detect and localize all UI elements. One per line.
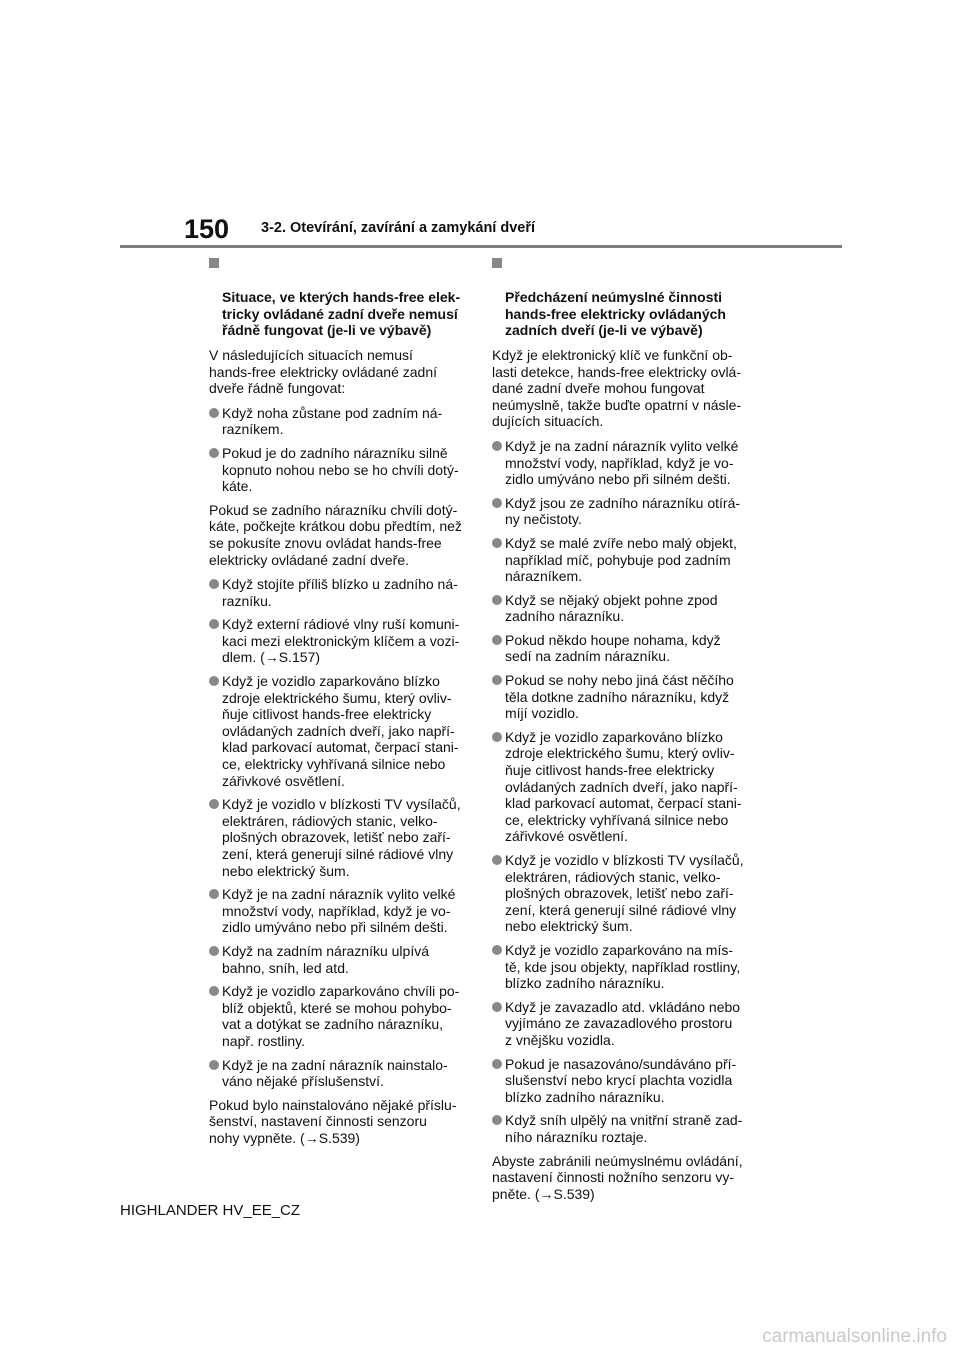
square-bullet-icon	[209, 258, 219, 268]
list-item-text: Když je vozidlo v blízkosti TV vysílačů, elektráren, rádiových stanic, velko- plošných obrazovek, letišť nebo zaří- zení, která generují silné rádiové vlny nebo elektrický šum.	[505, 852, 744, 935]
circle-bullet-icon	[209, 676, 219, 686]
left-heading-text: Situace, ve kterých hands-free elek- tricky ovládané zadní dveře nemusí řádně fungovat (je-li ve výbavě)	[222, 289, 461, 339]
list-item-text: Když je na zadní nárazník vylito velké množství vody, například, když je vo- zidlo umýváno nebo při silném dešti.	[505, 437, 739, 488]
circle-bullet-icon	[492, 855, 502, 865]
watermark: carmanualsonline.info	[762, 1326, 947, 1347]
left-column	[209, 256, 469, 1155]
list-item	[492, 942, 752, 992]
list-item-text: Když je vozidlo v blízkosti TV vysílačů, elektráren, rádiových stanic, velko- plošných obrazovek, letišť nebo zaří- zení, která generují silné rádiové vlny nebo elektrický šum.	[222, 796, 461, 879]
circle-bullet-icon	[492, 1002, 502, 1012]
circle-bullet-icon	[492, 595, 502, 605]
list-item-text: Když stojíte příliš blízko u zadního ná- razníku.	[222, 576, 458, 609]
circle-bullet-icon	[209, 448, 219, 458]
circle-bullet-icon	[209, 889, 219, 899]
circle-bullet-icon	[492, 945, 502, 955]
list-item-text: Když externí rádiové vlny ruší komuni- kaci mezi elektronickým klíčem a vozi- dlem. (→S.157)	[222, 616, 460, 666]
circle-bullet-icon	[492, 498, 502, 508]
page-number: 150	[184, 214, 230, 244]
list-item	[492, 672, 752, 722]
list-item	[492, 535, 752, 585]
list-item	[209, 616, 469, 666]
footer-model: HIGHLANDER HV_EE_CZ	[120, 1202, 301, 1219]
list-item	[209, 796, 469, 879]
circle-bullet-icon	[209, 619, 219, 629]
list-item	[209, 405, 469, 438]
list-item-text: Když je na zadní nárazník vylito velké množství vody, například, když je vo- zidlo umýváno nebo při silném dešti.	[222, 886, 456, 936]
right-intro: Když je elektronický klíč ve funkční ob- lasti detekce, hands-free elektricky ovlá- dané zadní dveře mohou fungovat neúmyslně, takže buďte opatrní v násle- dujících situacích.	[492, 346, 742, 430]
list-item	[492, 852, 752, 935]
list-item	[209, 576, 469, 609]
list-item	[492, 1056, 752, 1106]
square-bullet-icon	[492, 258, 502, 268]
right-heading	[492, 256, 752, 339]
circle-bullet-icon	[492, 441, 502, 451]
circle-bullet-icon	[492, 635, 502, 645]
list-item	[209, 445, 469, 495]
list-item	[209, 943, 469, 976]
list-item-text: Když se malé zvíře nebo malý objekt, například míč, pohybuje pod zadním nárazníkem.	[505, 534, 737, 585]
list-item	[492, 1112, 752, 1145]
list-item-text: Když je zavazadlo atd. vkládáno nebo vyjímáno ze zavazadlového prostoru z vnějšku vozidla.	[505, 998, 741, 1048]
circle-bullet-icon	[492, 732, 502, 742]
list-item-text: Když noha zůstane pod zadním ná- razníkem.	[222, 404, 443, 438]
list-item-text: Když je vozidlo zaparkováno blízko zdroje elektrického šumu, který ovliv- ňuje citlivost hands-free elektricky ovládaných zadních dveří, jako napří- klad parkovací automat, čerpací stani- ce, elektricky vyhřívaná silnice nebo zářivkové osvětlení.	[505, 728, 742, 845]
circle-bullet-icon	[209, 408, 219, 418]
right-heading-text: Předcházení neúmyslné činnosti hands-free elektricky ovládaných zadních dveří (je-li ve výbavě)	[505, 289, 726, 339]
list-item-text: Pokud se nohy nebo jiná část něčího těla dotkne zadního nárazníku, když míjí vozidlo.	[505, 672, 734, 722]
left-intro: V následujících situacích nemusí hands-free elektricky ovládané zadní dveře řádně fungovat:	[209, 346, 438, 397]
circle-bullet-icon	[209, 799, 219, 809]
circle-bullet-icon	[209, 1060, 219, 1070]
circle-bullet-icon	[492, 675, 502, 685]
list-item-text: Když je vozidlo zaparkováno blízko zdroje elektrického šumu, který ovliv- ňuje citlivost hands-free elektricky ovládaných zadních dveří, jako napří- klad parkovací automat, čerpací stani- ce, elektricky vyhřívaná silnice nebo zářivkové osvětlení.	[222, 673, 459, 789]
circle-bullet-icon	[492, 1115, 502, 1125]
list-item	[492, 438, 752, 488]
list-item-text: Pokud je do zadního nárazníku silně kopnuto nohou nebo se ho chvíli dotý- káte.	[222, 444, 459, 495]
list-item-text: Když sníh ulpělý na vnitřní straně zad- ního nárazníku roztaje.	[505, 1112, 743, 1145]
section-title: 3-2. Otevírání, zavírání a zamykání dveří	[261, 220, 536, 236]
left-heading	[209, 256, 469, 339]
list-item	[209, 1057, 469, 1090]
list-item-text: Když je vozidlo zaparkováno na mís- tě, kde jsou objekty, například rostliny, blízko zadního nárazníku.	[505, 941, 741, 992]
circle-bullet-icon	[209, 986, 219, 996]
list-item-text: Když je vozidlo zaparkováno chvíli po- blíž objektů, které se mohou pohybo- vat a dotýkat se zadního nárazníku, např. rostliny.	[222, 983, 460, 1049]
list-item-text: Když je na zadní nárazník nainstalo- váno nějaké příslušenství.	[222, 1056, 448, 1090]
list-item-text: Pokud někdo houpe nohama, když sedí na zadním nárazníku.	[505, 631, 721, 665]
right-closing: Abyste zabránili neúmyslnému ovládání, nastavení činnosti nožního senzoru vy- pněte. (→S.539)	[492, 1152, 743, 1202]
list-item	[492, 729, 752, 845]
list-item-text: Pokud je nasazováno/sundáváno pří- slušenství nebo krycí plachta vozidla blízko zadního nárazníku.	[505, 1055, 737, 1105]
circle-bullet-icon	[209, 579, 219, 589]
list-item	[492, 495, 752, 528]
list-item	[492, 632, 752, 665]
list-item-text: Když se nějaký objekt pohne zpod zadního nárazníku.	[505, 591, 718, 625]
list-item-text: Když na zadním nárazníku ulpívá bahno, sníh, led atd.	[222, 942, 430, 976]
circle-bullet-icon	[492, 1059, 502, 1069]
list-item	[209, 673, 469, 789]
circle-bullet-icon	[492, 538, 502, 548]
list-item-text: Když jsou ze zadního nárazníku otírá- ny nečistoty.	[505, 494, 741, 528]
list-item	[209, 886, 469, 936]
header-rule	[120, 245, 842, 248]
right-column	[492, 256, 752, 1210]
circle-bullet-icon	[209, 946, 219, 956]
list-item	[492, 999, 752, 1049]
left-closing: Pokud bylo nainstalováno nějaké příslu- šenství, nastavení činnosti senzoru nohy vypněte. (→S.539)	[209, 1096, 457, 1146]
list-item	[209, 983, 469, 1049]
left-mid-paragraph: Pokud se zadního nárazníku chvíli dotý- káte, počkejte krátkou dobu předtím, než se pokusíte znovu ovládat hands-free elektricky ovládané zadní dveře.	[209, 501, 462, 568]
list-item	[492, 592, 752, 625]
